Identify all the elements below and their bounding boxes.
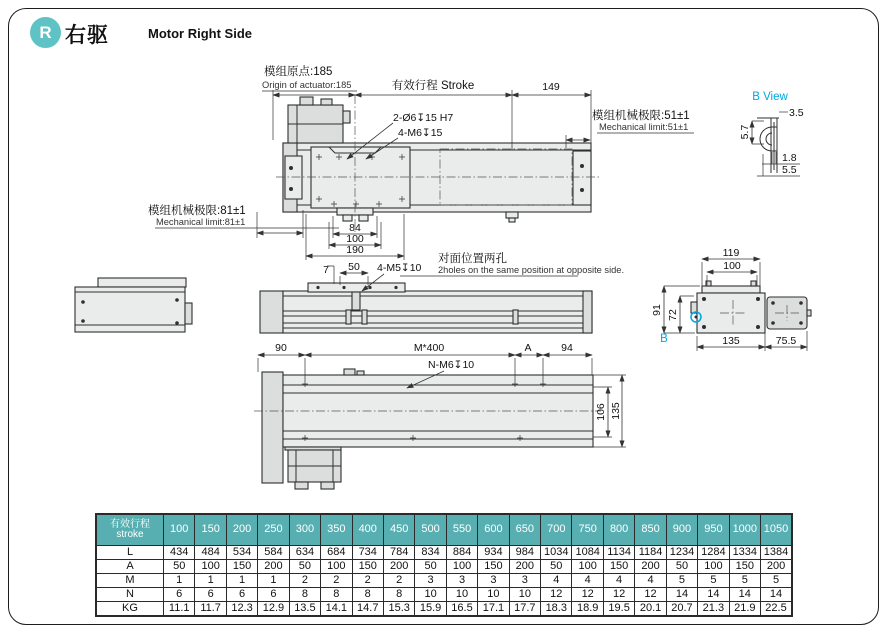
table-cell: 784 (383, 546, 414, 560)
table-cell: 3 (478, 574, 509, 588)
dim-100-end: 100 (723, 260, 741, 272)
dim-origin-en: Origin of actuator:185 (262, 80, 352, 90)
table-cell: 14.7 (352, 602, 383, 617)
table-cell: 6 (258, 588, 289, 602)
table-cell: 1 (226, 574, 257, 588)
table-cell: 14 (729, 588, 760, 602)
opposite-holes-en: 2holes on the same position at opposite side. (438, 265, 625, 275)
table-cell: 4 (572, 574, 603, 588)
table-cell: 5 (666, 574, 697, 588)
dim-50: 50 (348, 261, 360, 273)
callout-m5-holes: 4-M5↧10 (377, 262, 422, 274)
table-cell: 1134 (603, 546, 634, 560)
table-cell: 12 (541, 588, 572, 602)
table-row (96, 560, 792, 574)
stroke-header-en: stroke (116, 529, 144, 540)
stroke-column-header: 950 (698, 514, 729, 546)
page-title-en: Motor Right Side (148, 26, 252, 41)
table-cell: 8 (289, 588, 320, 602)
dim-a: A (524, 342, 532, 354)
table-cell: 884 (446, 546, 477, 560)
table-cell: 8 (352, 588, 383, 602)
stroke-column-header: 750 (572, 514, 603, 546)
limit-right-en: Mechanical limit:51±1 (599, 122, 689, 132)
row-label: N (96, 588, 164, 602)
table-cell: 100 (572, 560, 603, 574)
table-cell: 734 (352, 546, 383, 560)
table-cell: 2 (321, 574, 352, 588)
table-cell: 200 (383, 560, 414, 574)
table-cell: 1384 (761, 546, 792, 560)
table-row (96, 546, 792, 560)
dim-149: 149 (542, 81, 560, 93)
stroke-column-header: 150 (195, 514, 226, 546)
table-cell: 10 (478, 588, 509, 602)
row-label: A (96, 560, 164, 574)
table-cell: 2 (352, 574, 383, 588)
limit-left-en: Mechanical limit:81±1 (156, 217, 246, 227)
stroke-column-header: 650 (509, 514, 540, 546)
table-cell: 12 (635, 588, 666, 602)
table-cell: 3 (509, 574, 540, 588)
table-cell: 200 (509, 560, 540, 574)
table-cell: 8 (383, 588, 414, 602)
dim-100: 100 (346, 233, 364, 245)
table-cell: 8 (321, 588, 352, 602)
stroke-column-header: 1050 (761, 514, 792, 546)
stroke-column-header: 550 (446, 514, 477, 546)
table-cell: 4 (541, 574, 572, 588)
table-cell: 20.7 (666, 602, 697, 617)
table-cell: 1 (258, 574, 289, 588)
table-cell: 12.9 (258, 602, 289, 617)
table-cell: 1234 (666, 546, 697, 560)
stroke-column-header: 850 (635, 514, 666, 546)
table-cell: 11.1 (164, 602, 195, 617)
table-cell: 20.1 (635, 602, 666, 617)
stroke-column-header: 1000 (729, 514, 760, 546)
table-cell: 12 (572, 588, 603, 602)
dim-84: 84 (349, 222, 361, 234)
table-cell: 15.9 (415, 602, 446, 617)
dim-75-5: 75.5 (775, 335, 797, 347)
table-row (96, 588, 792, 602)
table-cell: 200 (258, 560, 289, 574)
stroke-header-cn: 有效行程 (110, 518, 150, 530)
opposite-holes-cn: 对面位置两孔 (438, 253, 507, 265)
table-cell: 19.5 (603, 602, 634, 617)
dim-90: 90 (275, 342, 287, 354)
table-cell: 834 (415, 546, 446, 560)
table-cell: 1084 (572, 546, 603, 560)
table-cell: 21.3 (698, 602, 729, 617)
table-cell: 100 (698, 560, 729, 574)
table-cell: 50 (666, 560, 697, 574)
table-cell: 18.9 (572, 602, 603, 617)
table-cell: 15.3 (383, 602, 414, 617)
table-cell: 4 (603, 574, 634, 588)
table-cell: 684 (321, 546, 352, 560)
stroke-spec-table (95, 513, 793, 617)
limit-left-cn: 模组机械极限:81±1 (148, 205, 246, 217)
table-cell: 6 (164, 588, 195, 602)
stroke-column-header: 800 (603, 514, 634, 546)
table-cell: 1034 (541, 546, 572, 560)
stroke-column-header: 600 (478, 514, 509, 546)
table-cell: 484 (195, 546, 226, 560)
row-label: L (96, 546, 164, 560)
page-title-cn: 右驱 (65, 24, 109, 47)
b-view-label: B View (752, 91, 788, 103)
table-header-row (96, 514, 792, 546)
table-cell: 1 (164, 574, 195, 588)
table-cell: 14.1 (321, 602, 352, 617)
dim-190: 190 (346, 244, 364, 256)
stroke-column-header: 250 (258, 514, 289, 546)
row-label: KG (96, 602, 164, 617)
row-label: M (96, 574, 164, 588)
stroke-column-header: 900 (666, 514, 697, 546)
dim-5-5: 5.5 (782, 164, 797, 176)
dim-origin-cn: 模组原点:185 (264, 66, 333, 78)
stroke-column-header: 400 (352, 514, 383, 546)
table-cell: 12 (603, 588, 634, 602)
table-cell: 584 (258, 546, 289, 560)
stroke-column-header: 700 (541, 514, 572, 546)
table-cell: 14 (698, 588, 729, 602)
table-cell: 5 (729, 574, 760, 588)
table-cell: 17.1 (478, 602, 509, 617)
table-cell: 1 (195, 574, 226, 588)
table-cell: 634 (289, 546, 320, 560)
table-cell: 6 (226, 588, 257, 602)
table-cell: 22.5 (761, 602, 792, 617)
table-cell: 50 (289, 560, 320, 574)
table-cell: 50 (164, 560, 195, 574)
table-cell: 1334 (729, 546, 760, 560)
table-cell: 200 (761, 560, 792, 574)
table-cell: 21.9 (729, 602, 760, 617)
dim-3-5: 3.5 (789, 107, 804, 119)
table-cell: 50 (541, 560, 572, 574)
table-cell: 150 (226, 560, 257, 574)
table-cell: 150 (352, 560, 383, 574)
stroke-column-header: 200 (226, 514, 257, 546)
table-cell: 100 (195, 560, 226, 574)
table-cell: 17.7 (509, 602, 540, 617)
table-cell: 14 (761, 588, 792, 602)
stroke-header-cell (96, 514, 164, 546)
callout-dowel-holes: 2-Ø6↧15 H7 (393, 112, 454, 124)
table-cell: 16.5 (446, 602, 477, 617)
dim-5-7: 5.7 (739, 124, 751, 140)
table-cell: 5 (761, 574, 792, 588)
dim-m400: M*400 (413, 342, 445, 354)
table-cell: 934 (478, 546, 509, 560)
table-cell: 10 (509, 588, 540, 602)
callout-n-m6-holes: N-M6↧10 (428, 359, 475, 371)
table-cell: 10 (446, 588, 477, 602)
stroke-column-header: 350 (321, 514, 352, 546)
table-cell: 3 (446, 574, 477, 588)
table-cell: 2 (289, 574, 320, 588)
table-row (96, 574, 792, 588)
dim-72: 72 (667, 309, 679, 321)
stroke-column-header: 100 (164, 514, 195, 546)
b-label: B (660, 333, 668, 345)
stroke-column-header: 300 (289, 514, 320, 546)
table-cell: 50 (415, 560, 446, 574)
carriage-side-view (308, 283, 405, 292)
table-cell: 100 (446, 560, 477, 574)
dim-135-width: 135 (722, 335, 740, 347)
dim-106: 106 (595, 403, 607, 421)
carriage-top-view (311, 147, 410, 208)
table-cell: 10 (415, 588, 446, 602)
table-cell: 100 (321, 560, 352, 574)
side-elevation-view (260, 251, 624, 333)
b-view-detail (739, 91, 804, 176)
dim-1-8: 1.8 (782, 152, 797, 164)
table-cell: 3 (415, 574, 446, 588)
table-cell: 6 (195, 588, 226, 602)
table-cell: 2 (383, 574, 414, 588)
end-view (651, 247, 811, 351)
dim-94: 94 (561, 342, 573, 354)
drive-type-badge: R (30, 17, 61, 48)
stroke-column-header: 450 (383, 514, 414, 546)
dim-91: 91 (651, 304, 663, 316)
table-cell: 11.7 (195, 602, 226, 617)
table-cell: 534 (226, 546, 257, 560)
table-cell: 434 (164, 546, 195, 560)
table-cell: 984 (509, 546, 540, 560)
callout-tapped-holes: 4-M6↧15 (398, 127, 443, 139)
table-cell: 150 (729, 560, 760, 574)
limit-right-cn: 模组机械极限:51±1 (592, 110, 690, 122)
table-cell: 1284 (698, 546, 729, 560)
table-cell: 12.3 (226, 602, 257, 617)
table-cell: 150 (603, 560, 634, 574)
table-cell: 18.3 (541, 602, 572, 617)
stroke-column-header: 500 (415, 514, 446, 546)
dim-stroke-label: 有效行程 Stroke (391, 80, 475, 92)
table-cell: 4 (635, 574, 666, 588)
table-cell: 14 (666, 588, 697, 602)
table-cell: 13.5 (289, 602, 320, 617)
motor-side-view (75, 278, 192, 332)
table-cell: 1184 (635, 546, 666, 560)
bottom-view (254, 342, 626, 489)
dim-119: 119 (722, 247, 740, 259)
table-cell: 5 (698, 574, 729, 588)
dim-135-height: 135 (610, 402, 622, 420)
table-row (96, 602, 792, 617)
table-cell: 150 (478, 560, 509, 574)
dim-7: 7 (323, 264, 329, 276)
top-plan-view (148, 64, 694, 260)
table-cell: 200 (635, 560, 666, 574)
